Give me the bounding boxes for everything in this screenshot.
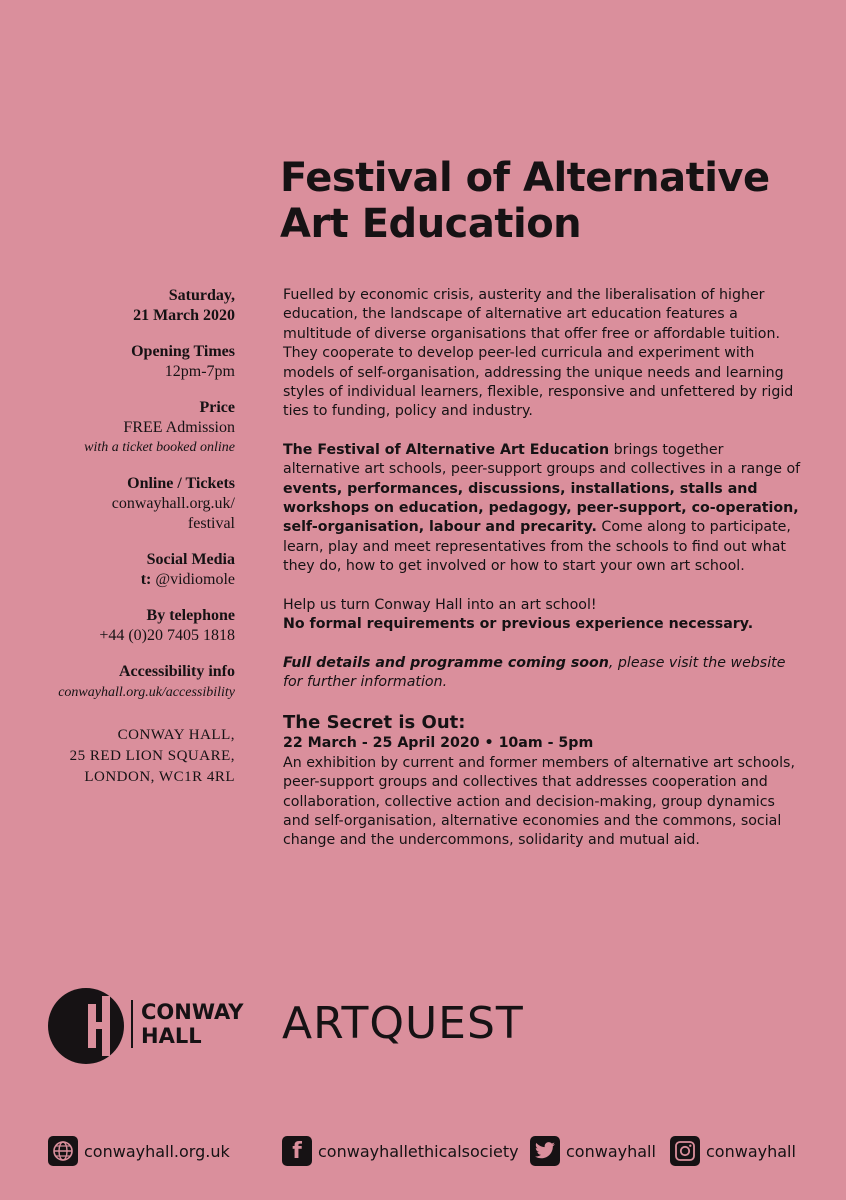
footer-facebook[interactable] (282, 1135, 519, 1167)
opening-times-value: 12pm-7pm (164, 363, 235, 380)
social-block (30, 550, 235, 590)
page-title (280, 155, 820, 247)
exhibition-description: An exhibition by current and former members of alternative art schools, peer-support groups and collectives that addresses cooperation and collaboration, collective action and decision-making, group dynamics and self-organisation, alternative economies and the commons, social change and the undercommons, solidarity and mutual aid. (283, 754, 795, 849)
twitter-prefix: t: (140, 571, 152, 588)
facebook-icon: f (282, 1136, 312, 1166)
social-heading: Social Media (146, 551, 235, 568)
twitter-handle-link[interactable]: @vidiomole (155, 571, 235, 588)
footer-twitter-label: conwayhall (566, 1141, 656, 1161)
date-value: 21 March 2020 (133, 307, 235, 324)
social-handle-line (30, 570, 235, 590)
footer-instagram-label: conwayhall (706, 1141, 796, 1161)
details-text: , please visit the website for further information. (283, 654, 786, 690)
details-coming-soon: Full details and programme coming soon (283, 654, 609, 671)
globe-icon (48, 1136, 78, 1166)
title-line-1: Festival of Alternative (280, 155, 770, 201)
festival-paragraph (283, 441, 803, 577)
address-line-3: LONDON, WC1R 4RL (84, 769, 235, 785)
tickets-link[interactable] (30, 494, 235, 534)
footer-facebook-label: conwayhallethicalsociety (318, 1141, 519, 1161)
price-value: FREE Admission (123, 419, 235, 436)
conway-wordmark-line-2: HALL (141, 1024, 202, 1048)
footer-website-label: conwayhall.org.uk (84, 1141, 230, 1161)
venue-address (30, 725, 235, 788)
main-content (283, 286, 803, 851)
footer-twitter[interactable] (530, 1135, 656, 1167)
accessibility-heading: Accessibility info (119, 663, 235, 680)
address-line-1: CONWAY HALL, (117, 727, 235, 743)
invitation-paragraph (283, 596, 803, 635)
price-block (30, 398, 235, 458)
price-note: with a ticket booked online (84, 440, 235, 455)
twitter-icon (530, 1136, 560, 1166)
artquest-logo: ARTQUEST (282, 998, 524, 1049)
telephone-heading: By telephone (146, 607, 235, 624)
exhibition-dates: 22 March - 25 April 2020 • 10am - 5pm (283, 735, 594, 752)
date-day: Saturday, (168, 287, 235, 304)
festival-activities: events, performances, discussions, installations, stalls and workshops on education, pedagogy, peer-support, co-operation, self-organisation, labour and precarity. (283, 480, 799, 536)
requirements-line: No formal requirements or previous experience necessary. (283, 616, 754, 633)
opening-times-block (30, 342, 235, 382)
conway-wordmark-line-1: CONWAY (141, 1000, 244, 1024)
conway-hall-logo-icon (48, 988, 124, 1064)
accessibility-block (30, 662, 235, 703)
tickets-link-line-1: conwayhall.org.uk/ (111, 495, 235, 512)
accessibility-link[interactable]: conwayhall.org.uk/accessibility (58, 685, 235, 700)
tickets-heading: Online / Tickets (127, 475, 235, 492)
exhibition-title: The Secret is Out: (283, 712, 466, 734)
festival-text-2: Come along to participate, learn, play and meet representatives from the schools to find out what they do, how to get involved or how to start your own art school. (283, 519, 791, 575)
opening-times-heading: Opening Times (131, 343, 235, 360)
intro-paragraph: Fuelled by economic crisis, austerity and the liberalisation of higher education, the landscape of alternative art education features a multitude of diverse organisations that offer free or affordable tuition. They cooperate to develop peer-led curricula and experiment with models of self-organisation, addressing the unique needs and learning styles of individual learners, flexible, responsive and unfettered by rigid ties to funding, policy and industry. (283, 287, 794, 420)
details-paragraph (283, 654, 803, 693)
address-line-2: 25 RED LION SQUARE, (69, 748, 235, 764)
festival-name: The Festival of Alternative Art Education (283, 441, 610, 458)
event-info-sidebar (30, 286, 235, 804)
instagram-icon (670, 1136, 700, 1166)
footer-website[interactable] (48, 1135, 230, 1167)
tickets-link-line-2: festival (187, 515, 235, 532)
footer-instagram[interactable] (670, 1135, 796, 1167)
exhibition-section (283, 712, 803, 850)
price-heading: Price (199, 399, 235, 416)
invitation-line: Help us turn Conway Hall into an art school! (283, 596, 597, 613)
conway-hall-wordmark (131, 1000, 244, 1048)
tickets-block (30, 474, 235, 534)
telephone-value: +44 (0)20 7405 1818 (99, 627, 235, 644)
telephone-block (30, 606, 235, 646)
title-line-2: Art Education (280, 201, 582, 247)
festival-text-1: brings together alternative art schools, peer-support groups and collectives in a range of (283, 441, 801, 478)
date-block (30, 286, 235, 326)
